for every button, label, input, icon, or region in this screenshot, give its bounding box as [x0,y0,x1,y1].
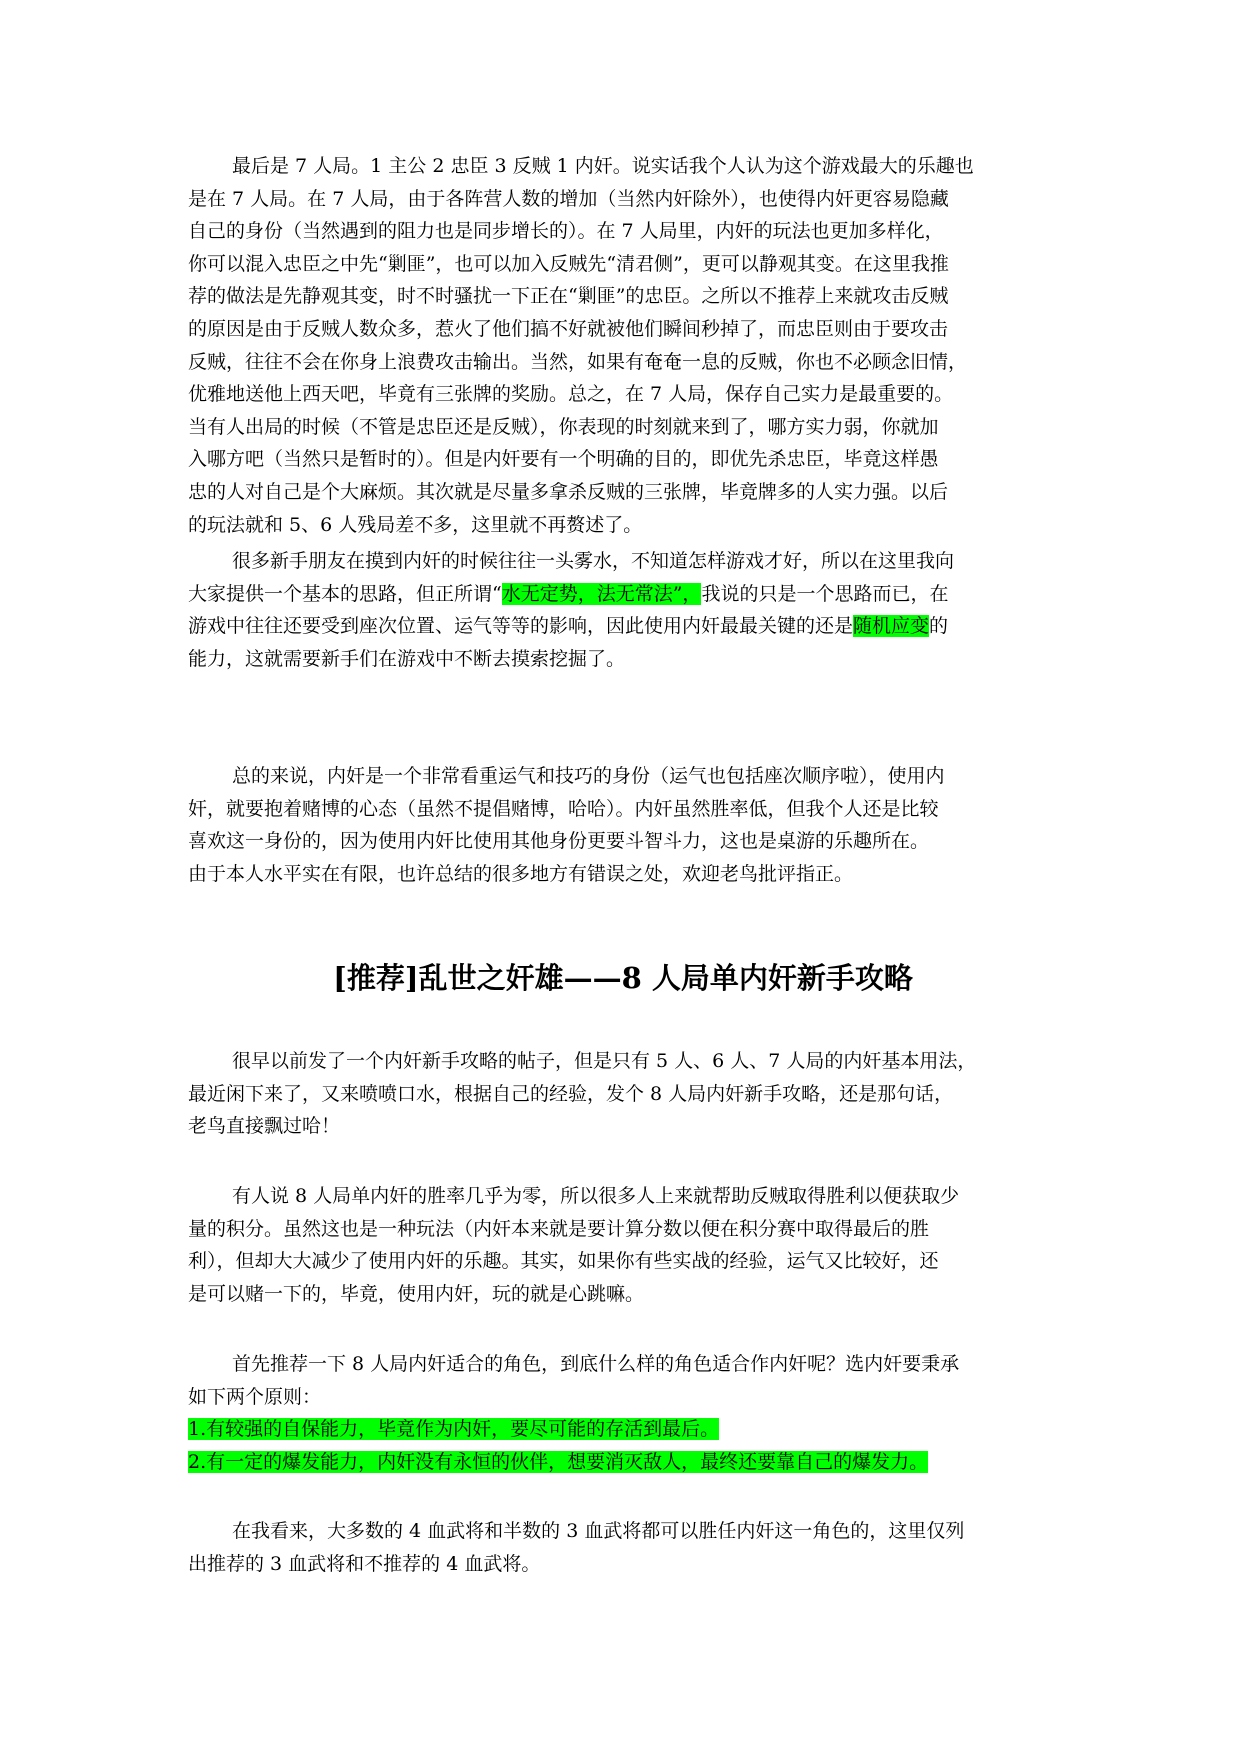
highlighted-text: 随机应变 [853,615,930,638]
principle-item [188,1413,1058,1446]
text-line: 荐的做法是先静观其变，时不时骚扰一下正在“剿匪”的忠臣。之所以不推荐上来就攻击反贼 [188,285,949,308]
text-line: 很多新手朋友在摸到内奸的时候往往一头雾水，不知道怎样游戏才好，所以在这里我向 [232,550,955,572]
text-segment: 大家提供一个基本的思路，但正所谓“ [188,582,502,605]
paragraph-summary [188,760,1058,890]
paragraph-newbie-tips [188,545,1058,675]
text-line: 如下两个原则： [188,1385,322,1408]
text-line: 你可以混入忠臣之中先“剿匪”，也可以加入反贼先“清君侧”，更可以静观其变。在这里我推 [188,252,949,275]
text-line: 喜欢这一身份的，因为使用内奸比使用其他身份更要斗智斗力，这也是桌游的乐趣所在。 [188,830,930,853]
text-line: 很早以前发了一个内奸新手攻略的帖子，但是只有 5 人、6 人、7 人局的内奸基本用法， [232,1050,977,1072]
paragraph-win-rate [188,1180,1058,1310]
paragraph-recommendations [188,1515,1058,1580]
text-line: 自己的身份（当然遇到的阻力也是同步增长的）。在 7 人局里，内奸的玩法也更加多样化， [188,220,944,243]
text-line: 入哪方吧（当然只是暂时的）。但是内奸要有一个明确的目的，即优先杀忠臣，毕竟这样愚 [188,448,939,471]
text-segment: 的 [929,615,949,638]
text-line: 是在 7 人局。在 7 人局，由于各阵营人数的增加（当然内奸除外），也使得内奸更容易隐藏 [188,187,949,210]
text-line: 奸，就要抱着赌博的心态（虽然不提倡赌博，哈哈）。内奸虽然胜率低，但我个人还是比较 [188,797,939,820]
text-line: 的原因是由于反贼人数众多，惹火了他们搞不好就被他们瞬间秒掉了，而忠臣则由于要攻击 [188,317,949,340]
text-line: 最后是 7 人局。1 主公 2 忠臣 3 反贼 1 内奸。说实话我个人认为这个游戏最大的乐趣也 [232,155,974,177]
highlighted-text: 2.有一定的爆发能力，内奸没有永恒的伙伴，想要消灭敌人，最终还要靠自己的爆发力。 [188,1450,929,1473]
text-line: 优雅地送他上西天吧，毕竟有三张牌的奖励。总之，在 7 人局，保存自己实力是最重要的。 [188,383,954,406]
paragraph-role-selection [188,1348,1058,1478]
text-line [188,578,1058,611]
section-heading: [推荐]乱世之奸雄——8 人局单内奸新手攻略 [333,961,913,995]
paragraph-7-player [188,150,1058,541]
text-line: 能力，这就需要新手们在游戏中不断去摸索挖掘了。 [188,647,626,670]
paragraph-intro-8-player [188,1045,1058,1143]
text-segment: 我说的只是一个思路而已，在 [701,582,949,605]
text-line: 的玩法就和 5、6 人残局差不多，这里就不再赘述了。 [188,513,643,536]
text-line: 出推荐的 3 血武将和不推荐的 4 血武将。 [188,1552,541,1575]
text-line: 有人说 8 人局单内奸的胜率几乎为零，所以很多人上来就帮助反贼取得胜利以便获取少 [232,1185,960,1207]
highlighted-text: 水无定势，法无常法”， [501,582,702,605]
text-line: 由于本人水平实在有限，也许总结的很多地方有错误之处，欢迎老鸟批评指正。 [188,862,854,885]
text-line: 首先推荐一下 8 人局内奸适合的角色，到底什么样的角色适合作内奸呢？选内奸要秉承 [232,1353,960,1375]
text-line: 是可以赌一下的，毕竟，使用内奸，玩的就是心跳嘛。 [188,1282,645,1305]
text-line: 老鸟直接飘过哈！ [188,1115,341,1138]
principle-item [188,1446,1058,1479]
text-line: 总的来说，内奸是一个非常看重运气和技巧的身份（运气也包括座次顺序啦），使用内 [232,765,945,787]
text-line: 当有人出局的时候（不管是忠臣还是反贼），你表现的时刻就来到了，哪方实力弱，你就加 [188,415,939,438]
text-line: 反贼，往往不会在你身上浪费攻击输出。当然，如果有奄奄一息的反贼，你也不必顾念旧情， [188,350,968,373]
text-segment: 游戏中往往还要受到座次位置、运气等等的影响，因此使用内奸最最关键的还是 [188,615,854,638]
text-line: 利），但却大大减少了使用内奸的乐趣。其实，如果你有些实战的经验，运气又比较好，还 [188,1250,939,1273]
text-line: 量的积分。虽然这也是一种玩法（内奸本来就是要计算分数以便在积分赛中取得最后的胜 [188,1217,930,1240]
highlighted-text: 1.有较强的自保能力，毕竟作为内奸，要尽可能的存活到最后。 [188,1418,720,1441]
text-line: 最近闲下来了，又来喷喷口水，根据自己的经验，发个 8 人局内奸新手攻略，还是那句话， [188,1082,954,1105]
text-line: 忠的人对自己是个大麻烦。其次就是尽量多拿杀反贼的三张牌，毕竟牌多的人实力强。以后 [188,480,949,503]
text-line: 在我看来，大多数的 4 血武将和半数的 3 血武将都可以胜任内奸这一角色的，这里仅列 [232,1520,965,1542]
text-line [188,610,1058,643]
